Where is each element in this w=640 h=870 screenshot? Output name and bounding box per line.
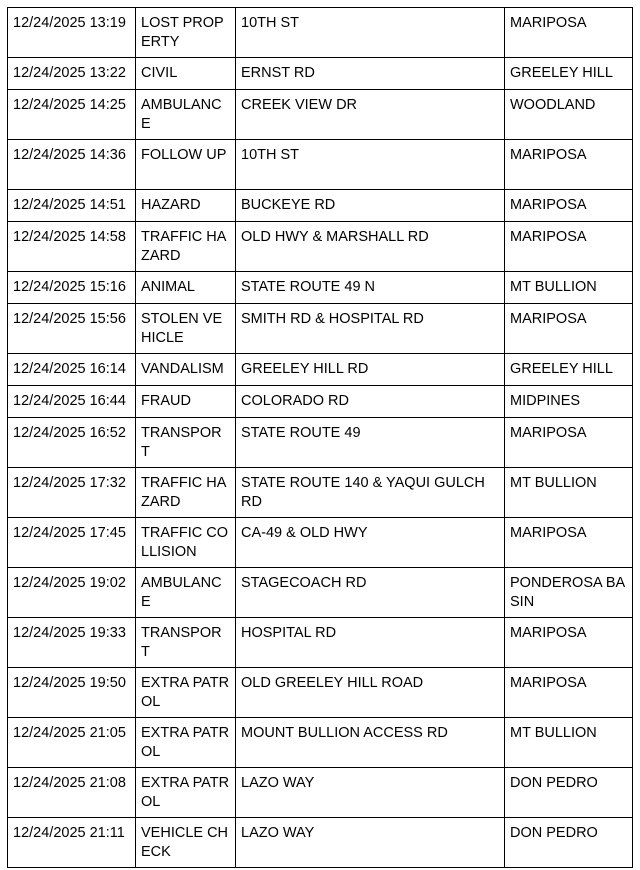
- datetime-cell: 12/24/2025 14:25: [8, 90, 136, 140]
- location-cell: HOSPITAL RD: [236, 618, 505, 668]
- call-type-cell: HAZARD: [136, 190, 236, 222]
- datetime-cell: 12/24/2025 14:58: [8, 222, 136, 272]
- table-row: [8, 90, 633, 140]
- call-type-cell: STOLEN VEHICLE: [136, 304, 236, 354]
- area-cell: MARIPOSA: [505, 518, 633, 568]
- datetime-cell: 12/24/2025 17:45: [8, 518, 136, 568]
- table-row: [8, 718, 633, 768]
- area-cell: GREELEY HILL: [505, 58, 633, 90]
- location-cell: CA-49 & OLD HWY: [236, 518, 505, 568]
- call-type-cell: FRAUD: [136, 386, 236, 418]
- location-cell: SMITH RD & HOSPITAL RD: [236, 304, 505, 354]
- datetime-cell: 12/24/2025 19:02: [8, 568, 136, 618]
- datetime-cell: 12/24/2025 17:32: [8, 468, 136, 518]
- call-type-cell: VANDALISM: [136, 354, 236, 386]
- datetime-cell: 12/24/2025 15:56: [8, 304, 136, 354]
- datetime-cell: 12/24/2025 16:52: [8, 418, 136, 468]
- table-row: [8, 8, 633, 58]
- location-cell: STAGECOACH RD: [236, 568, 505, 618]
- location-cell: BUCKEYE RD: [236, 190, 505, 222]
- area-cell: DON PEDRO: [505, 768, 633, 818]
- area-cell: MT BULLION: [505, 468, 633, 518]
- call-type-cell: EXTRA PATROL: [136, 668, 236, 718]
- table-row: [8, 768, 633, 818]
- area-cell: MARIPOSA: [505, 304, 633, 354]
- table-row: [8, 354, 633, 386]
- call-type-cell: TRAFFIC COLLISION: [136, 518, 236, 568]
- area-cell: MARIPOSA: [505, 8, 633, 58]
- location-cell: 10TH ST: [236, 8, 505, 58]
- location-cell: STATE ROUTE 140 & YAQUI GULCH RD: [236, 468, 505, 518]
- datetime-cell: 12/24/2025 21:11: [8, 818, 136, 868]
- datetime-cell: 12/24/2025 13:19: [8, 8, 136, 58]
- call-type-cell: VEHICLE CHECK: [136, 818, 236, 868]
- table-row: [8, 222, 633, 272]
- table-row: [8, 568, 633, 618]
- datetime-cell: 12/24/2025 16:44: [8, 386, 136, 418]
- call-type-cell: LOST PROPERTY: [136, 8, 236, 58]
- area-cell: MARIPOSA: [505, 668, 633, 718]
- location-cell: CREEK VIEW DR: [236, 90, 505, 140]
- datetime-cell: 12/24/2025 19:50: [8, 668, 136, 718]
- area-cell: MARIPOSA: [505, 618, 633, 668]
- table-row: [8, 418, 633, 468]
- table-row: [8, 818, 633, 868]
- call-type-cell: TRANSPORT: [136, 618, 236, 668]
- call-type-cell: TRAFFIC HAZARD: [136, 222, 236, 272]
- area-cell: MARIPOSA: [505, 190, 633, 222]
- datetime-cell: 12/24/2025 19:33: [8, 618, 136, 668]
- location-cell: STATE ROUTE 49: [236, 418, 505, 468]
- area-cell: MT BULLION: [505, 272, 633, 304]
- location-cell: STATE ROUTE 49 N: [236, 272, 505, 304]
- datetime-cell: 12/24/2025 13:22: [8, 58, 136, 90]
- call-type-cell: ANIMAL: [136, 272, 236, 304]
- location-cell: LAZO WAY: [236, 768, 505, 818]
- table-row: [8, 618, 633, 668]
- table-row: [8, 468, 633, 518]
- table-row: [8, 190, 633, 222]
- datetime-cell: 12/24/2025 15:16: [8, 272, 136, 304]
- area-cell: DON PEDRO: [505, 818, 633, 868]
- table-row: [8, 272, 633, 304]
- datetime-cell: 12/24/2025 21:08: [8, 768, 136, 818]
- location-cell: 10TH ST: [236, 140, 505, 190]
- location-cell: COLORADO RD: [236, 386, 505, 418]
- table-row: [8, 668, 633, 718]
- area-cell: MIDPINES: [505, 386, 633, 418]
- area-cell: PONDEROSA BASIN: [505, 568, 633, 618]
- table-row: [8, 304, 633, 354]
- table-row: [8, 58, 633, 90]
- area-cell: WOODLAND: [505, 90, 633, 140]
- call-type-cell: FOLLOW UP: [136, 140, 236, 190]
- area-cell: MT BULLION: [505, 718, 633, 768]
- location-cell: MOUNT BULLION ACCESS RD: [236, 718, 505, 768]
- call-type-cell: TRANSPORT: [136, 418, 236, 468]
- call-type-cell: AMBULANCE: [136, 90, 236, 140]
- call-type-cell: TRAFFIC HAZARD: [136, 468, 236, 518]
- datetime-cell: 12/24/2025 16:14: [8, 354, 136, 386]
- location-cell: OLD HWY & MARSHALL RD: [236, 222, 505, 272]
- call-log-table: [7, 7, 633, 868]
- datetime-cell: 12/24/2025 14:51: [8, 190, 136, 222]
- area-cell: MARIPOSA: [505, 222, 633, 272]
- area-cell: GREELEY HILL: [505, 354, 633, 386]
- call-type-cell: CIVIL: [136, 58, 236, 90]
- call-type-cell: AMBULANCE: [136, 568, 236, 618]
- datetime-cell: 12/24/2025 14:36: [8, 140, 136, 190]
- location-cell: LAZO WAY: [236, 818, 505, 868]
- call-log-body: [8, 8, 633, 868]
- location-cell: ERNST RD: [236, 58, 505, 90]
- table-row: [8, 386, 633, 418]
- table-row: [8, 140, 633, 190]
- location-cell: OLD GREELEY HILL ROAD: [236, 668, 505, 718]
- datetime-cell: 12/24/2025 21:05: [8, 718, 136, 768]
- area-cell: MARIPOSA: [505, 140, 633, 190]
- location-cell: GREELEY HILL RD: [236, 354, 505, 386]
- call-type-cell: EXTRA PATROL: [136, 768, 236, 818]
- area-cell: MARIPOSA: [505, 418, 633, 468]
- call-type-cell: EXTRA PATROL: [136, 718, 236, 768]
- table-row: [8, 518, 633, 568]
